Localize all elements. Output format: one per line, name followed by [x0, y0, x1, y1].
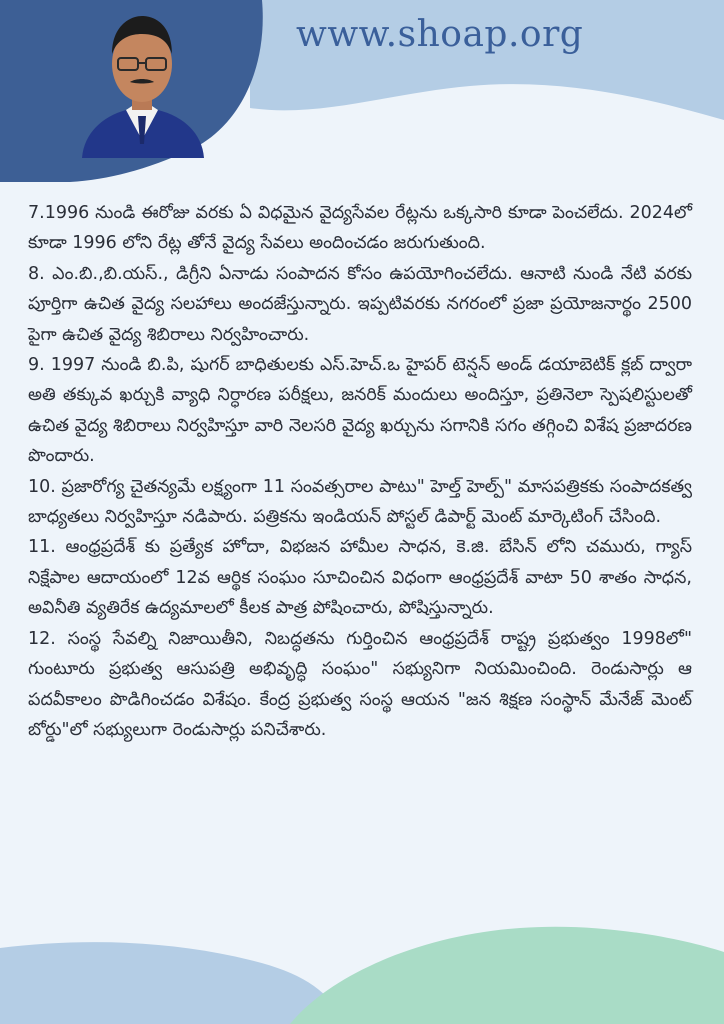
paragraph-10: 10. ప్రజారోగ్య చైతన్యమే లక్ష్యంగా 11 సంవత్సరాల పాటు" హెల్త్ హెల్ప్" మాసపత్రికకు సంపాదకత్వ బాధ్యతలు నిర్వహిస్తూ నడిపారు. పత్రికను ఇండియన్ పోస్టల్ డిపార్ట్ మెంట్ మార్కెటింగ్ చేసింది.: [28, 476, 692, 528]
website-url[interactable]: www.shoap.org: [296, 14, 584, 55]
paragraph-12: 12. సంస్థ సేవల్ని నిజాయితీని, నిబద్ధతను గుర్తించిన ఆంధ్రప్రదేశ్ రాష్ట్ర ప్రభుత్వం 1998లో" గుంటూరు ప్రభుత్వ ఆసుపత్రి అభివృద్ధి సంఘం" సభ్యునిగా నియమించింది. రెండుసార్లు ఆ పదవీకాలం పొడిగించడం విశేషం. కేంద్ర ప్రభుత్వ సంస్థ ఆయన "జన శిక్షణ సంస్థాన్ మేనేజ్ మెంట్ బోర్డు"లో సభ్యులుగా రెండుసార్లు పనిచేశారు.: [28, 628, 692, 740]
paragraph-7: 7.1996 నుండి ఈరోజు వరకు ఏ విధమైన వైద్యసేవల రేట్లను ఒక్కసారి కూడా పెంచలేదు. 2024లో కూడా 1996 లోని రేట్ల తోనే వైద్య సేవలు అందించడం జరుగుతుంది.: [28, 203, 692, 254]
main-text: [28, 198, 692, 745]
paragraph-11: 11. ఆంధ్రప్రదేశ్ కు ప్రత్యేక హోదా, విభజన హామీల సాధన, కె.జి. బేసిన్ లోని చమురు, గ్యాస్ నిక్షేపాల ఆదాయంలో 12వ ఆర్థిక సంఘం సూచించిన విధంగా ఆంధ్రప్రదేశ్ వాటా 50 శాతం సాధన, అవినీతి వ్యతిరేక ఉద్యమాలలో కీలక పాత్ర పోషించారు, పోషిస్తున్నారు.: [28, 537, 692, 619]
paragraph-8: 8. ఎం.బి.,బి.యస్., డిగ్రీని ఏనాడు సంపాదన కోసం ఉపయోగించలేదు. ఆనాటి నుండి నేటి వరకు పూర్తిగా ఉచిత వైద్య సలహాలు అందజేస్తున్నారు. ఇప్పటివరకు నగరంలో ప్రజా ప్రయోజనార్థం 2500 పైగా ఉచిత వైద్య శిబిరాలు నిర్వహించారు.: [28, 263, 692, 345]
bottom-right-wave: [290, 927, 724, 1024]
portrait-photo: [74, 4, 210, 158]
paragraph-9: 9. 1997 నుండి బి.పి, షుగర్ బాధితులకు ఎస్.హెచ్.ఒ హైపర్ టెన్షన్ అండ్ డయాబెటిక్ క్లబ్ ద్వారా అతి తక్కువ ఖర్చుకి వ్యాధి నిర్ధారణ పరీక్షలు, జనరిక్ మందులు అందిస్తూ, ప్రతినెలా స్పెషలిస్టులతో ఉచిత వైద్య శిబిరాలు నిర్వహిస్తూ వారి నెలసరి వైద్య ఖర్చును సగానికి సగం తగ్గించి విశేష ప్రజాదరణ పొందారు.: [28, 355, 692, 467]
bottom-left-wave: [0, 942, 345, 1024]
